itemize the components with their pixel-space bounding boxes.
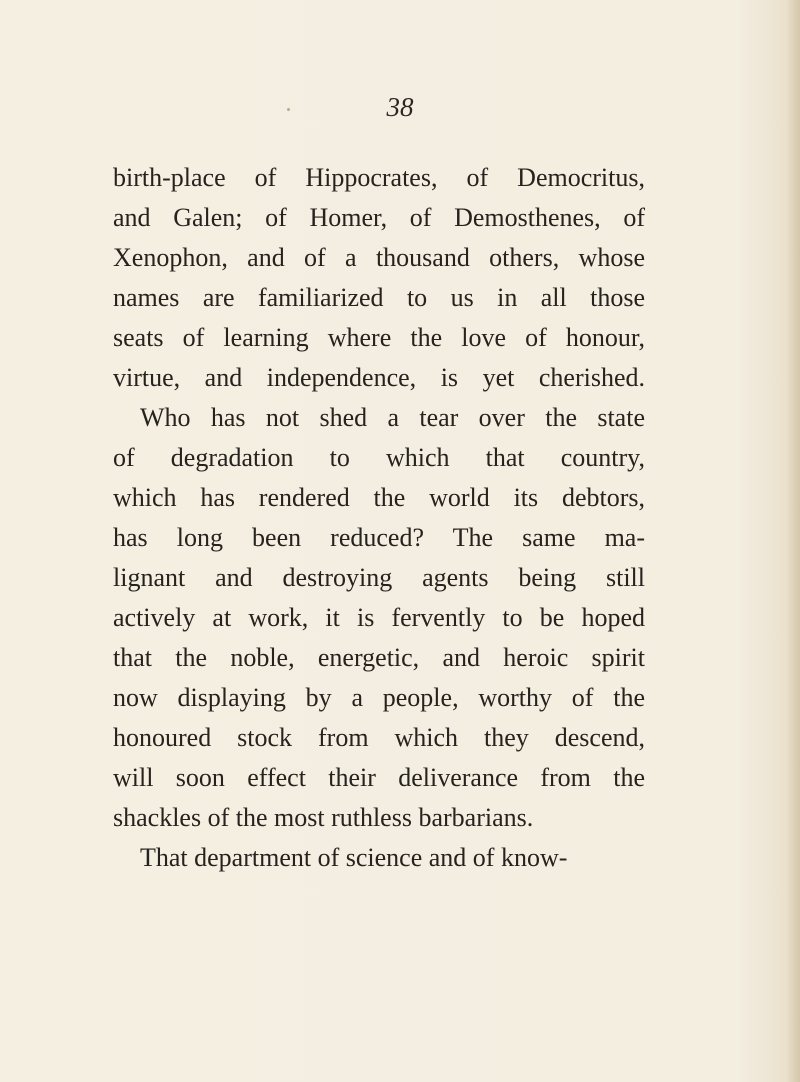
text-line: Xenophon, and of a thousand others, whose: [113, 243, 645, 272]
text-line: and Galen; of Homer, of Demosthenes, of: [113, 203, 645, 232]
text-line: seats of learning where the love of honour,: [113, 323, 645, 352]
text-line: of degradation to which that country,: [113, 443, 645, 472]
text-line: shackles of the most ruthless barbarians.: [113, 803, 534, 832]
text-line: Who has not shed a tear over the state: [140, 403, 645, 432]
text-line: names are familiarized to us in all those: [113, 283, 645, 312]
text-line: lignant and destroying agents being still: [113, 563, 645, 592]
text-line: honoured stock from which they descend,: [113, 723, 645, 752]
text-line: actively at work, it is fervently to be hoped: [113, 603, 645, 632]
text-line: virtue, and independence, is yet cherished.: [113, 363, 645, 392]
text-line: will soon effect their deliverance from the: [113, 763, 645, 792]
page-edge-shadow: [786, 0, 800, 1082]
body-text: [113, 158, 645, 878]
text-line: That department of science and of know-: [140, 843, 568, 872]
text-line: birth-place of Hippocrates, of Democritus,: [113, 163, 645, 192]
page-number: 38: [386, 92, 414, 122]
text-line: which has rendered the world its debtors,: [113, 483, 645, 512]
text-line: now displaying by a people, worthy of the: [113, 683, 645, 712]
text-line: has long been reduced? The same ma-: [113, 523, 645, 552]
paper-speck: [287, 108, 290, 111]
text-line: that the noble, energetic, and heroic spirit: [113, 643, 645, 672]
